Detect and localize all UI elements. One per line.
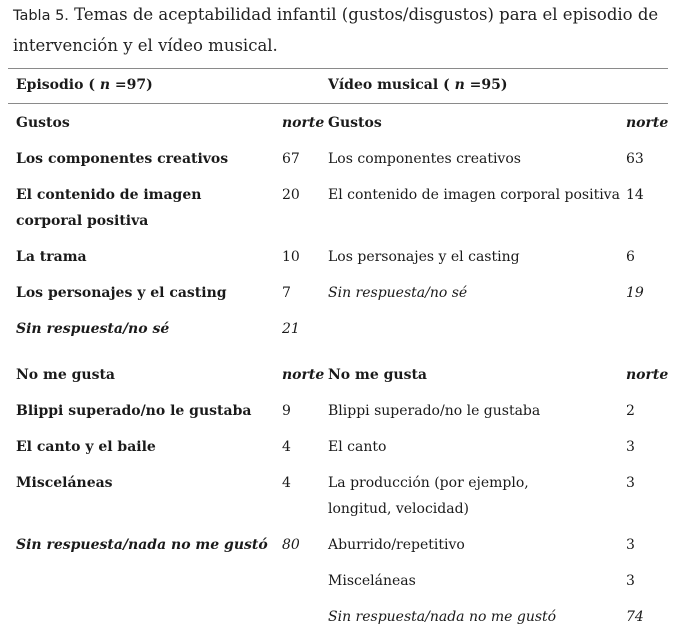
left-like-value: 7 <box>282 285 291 301</box>
left-dislike-value: 9 <box>282 403 291 419</box>
left-like-label: Los componentes creativos <box>16 151 229 167</box>
right-like-value: 6 <box>626 249 635 265</box>
caption-label: Tabla 5. <box>13 8 69 24</box>
right-likes-count-header: norte <box>626 115 669 131</box>
right-dislike-label: El canto <box>328 439 387 455</box>
header-rule <box>8 103 668 104</box>
left-like-value: 67 <box>282 151 300 167</box>
right-like-value: 63 <box>626 151 644 167</box>
left-like-label: Los personajes y el casting <box>16 285 227 301</box>
right-dislike-value: 3 <box>626 439 635 455</box>
right-dislikes-count-header: norte <box>626 367 669 383</box>
right-dislike-value: 74 <box>626 609 644 625</box>
right-dislike-value: 3 <box>626 537 635 553</box>
left-like-label: El contenido de imagen corporal positiva <box>16 187 202 229</box>
right-like-label: Sin respuesta/no sé <box>328 285 468 301</box>
right-dislike-value: 3 <box>626 475 635 491</box>
left-likes-header: Gustos <box>16 115 70 131</box>
right-dislike-label: Misceláneas <box>328 573 416 589</box>
left-like-value: 21 <box>282 321 300 337</box>
left-dislike-label: Blippi superado/no le gustaba <box>16 403 252 419</box>
left-dislike-label: El canto y el baile <box>16 439 156 455</box>
caption-text: Temas de aceptabilidad infantil (gustos/disgustos) para el episodio de intervención y el vídeo musical. <box>13 5 659 55</box>
right-dislike-label: Aburrido/repetitivo <box>328 537 465 553</box>
left-dislikes-header: No me gusta <box>16 367 115 383</box>
right-dislike-label: Blippi superado/no le gustaba <box>328 403 541 419</box>
right-like-value: 19 <box>626 285 644 301</box>
table-caption <box>13 0 673 60</box>
right-dislike-value: 2 <box>626 403 635 419</box>
right-dislike-value: 3 <box>626 573 635 589</box>
left-like-value: 10 <box>282 249 300 265</box>
right-dislike-label: Sin respuesta/nada no me gustó <box>328 609 557 625</box>
left-like-label: Sin respuesta/no sé <box>16 321 170 337</box>
right-like-label: Los personajes y el casting <box>328 249 520 265</box>
right-like-value: 14 <box>626 187 644 203</box>
left-like-label: La trama <box>16 249 87 265</box>
right-like-label: Los componentes creativos <box>328 151 521 167</box>
left-dislike-label: Sin respuesta/nada no me gustó <box>16 537 268 553</box>
right-dislike-label: La producción (por ejemplo, longitud, velocidad) <box>328 475 529 517</box>
left-likes-count-header: norte <box>282 115 325 131</box>
top-rule <box>8 68 668 69</box>
left-dislike-value: 4 <box>282 439 291 455</box>
left-dislike-label: Misceláneas <box>16 475 113 491</box>
right-likes-header: Gustos <box>328 115 382 131</box>
left-like-value: 20 <box>282 187 300 203</box>
left-dislike-value: 4 <box>282 475 291 491</box>
left-dislike-value: 80 <box>282 537 300 553</box>
right-dislikes-header: No me gusta <box>328 367 427 383</box>
right-column-header: Vídeo musical ( n =95) <box>328 77 508 93</box>
left-dislikes-count-header: norte <box>282 367 325 383</box>
left-column-header: Episodio ( n =97) <box>16 77 153 93</box>
right-like-label: El contenido de imagen corporal positiva <box>328 187 620 203</box>
